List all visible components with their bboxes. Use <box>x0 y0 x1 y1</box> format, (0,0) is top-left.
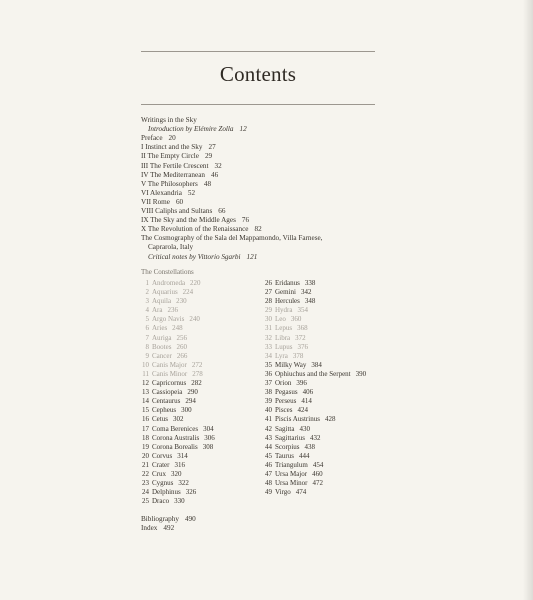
constellation-entry <box>141 324 281 333</box>
backmatter-page: 490 <box>184 515 196 523</box>
constellation-page: 354 <box>297 306 308 315</box>
constellation-name: Lyra <box>275 351 288 360</box>
constellation-name: Andromeda <box>152 279 186 287</box>
constellation-page: 220 <box>190 279 201 287</box>
toc-entry-title: III The Fertile Crescent <box>141 161 209 170</box>
constellation-name: Milky Way <box>275 360 307 369</box>
constellation-entry <box>141 479 281 488</box>
constellation-number: 30 <box>265 315 272 324</box>
constellation-page: 378 <box>292 351 304 360</box>
constellation-entry <box>141 397 281 406</box>
constellation-entry <box>141 288 281 297</box>
toc-entry-page: 76 <box>241 216 250 225</box>
toc-entry-page: 121 <box>246 252 258 261</box>
toc-entry-title: VII Rome <box>141 197 170 206</box>
constellation-page: 282 <box>191 379 202 388</box>
constellation-number: 17 <box>142 424 149 433</box>
constellation-number: 1 <box>145 279 149 287</box>
constellation-number: 38 <box>265 388 272 397</box>
toc-entry-page: 82 <box>254 225 262 234</box>
constellation-entry <box>141 352 281 361</box>
constellation-name: Cygnus <box>152 479 174 488</box>
constellation-entry <box>264 343 404 352</box>
constellation-entry <box>141 488 281 497</box>
constellation-name: Corona Borealis <box>152 442 198 451</box>
constellation-number: 45 <box>265 451 272 460</box>
constellation-name: Coma Berenices <box>152 424 199 433</box>
constellation-number: 41 <box>265 415 272 424</box>
constellation-number: 32 <box>265 333 272 342</box>
constellation-page: 376 <box>297 342 308 351</box>
constellation-number: 16 <box>142 415 149 424</box>
constellation-page: 230 <box>176 297 187 306</box>
constellation-number: 44 <box>265 442 272 451</box>
toc-entry <box>141 116 401 125</box>
constellation-number: 40 <box>265 406 272 415</box>
toc-entry-page: 46 <box>211 170 219 179</box>
constellation-name: Auriga <box>152 333 172 342</box>
constellation-page: 314 <box>177 451 188 460</box>
constellation-entry <box>141 415 281 424</box>
constellation-number: 2 <box>145 288 149 297</box>
constellation-page: 266 <box>176 351 188 360</box>
constellation-name: Cetus <box>152 415 168 424</box>
constellation-name: Ursa Major <box>275 469 308 478</box>
constellation-entry <box>141 306 281 315</box>
constellation-number: 37 <box>265 379 272 388</box>
constellation-page: 304 <box>203 424 214 433</box>
constellation-page: 320 <box>171 469 182 478</box>
constellation-page: 236 <box>167 306 178 315</box>
constellation-entry <box>264 406 404 415</box>
constellation-name: Pegasus <box>275 388 298 397</box>
page-edge-shadow <box>523 0 533 600</box>
constellation-page: 290 <box>187 388 198 397</box>
toc-entry-title: Caprarola, Italy <box>148 243 194 252</box>
constellation-page: 390 <box>355 369 367 378</box>
constellation-name: Ophiuchus and the Serpent <box>275 369 351 378</box>
constellation-page: 260 <box>176 342 187 351</box>
constellation-entry <box>141 434 281 443</box>
constellation-entry <box>264 334 404 343</box>
constellation-entry <box>264 425 404 434</box>
constellation-name: Eridanus <box>275 279 300 287</box>
toc-entry <box>141 216 401 225</box>
constellation-entry <box>264 479 404 488</box>
constellation-entry <box>264 443 404 452</box>
constellation-entry <box>141 497 281 506</box>
constellation-page: 256 <box>176 333 187 342</box>
constellation-entry <box>264 297 404 306</box>
constellation-name: Delphinus <box>152 488 181 497</box>
constellations-heading: The Constellations <box>141 268 194 276</box>
constellation-name: Cancer <box>152 351 172 360</box>
constellation-name: Ursa Minor <box>275 479 308 488</box>
toc-entry <box>141 162 401 171</box>
constellation-number: 36 <box>265 369 272 378</box>
constellation-page: 444 <box>298 451 310 460</box>
constellation-name: Piscis Austrinus <box>275 415 320 424</box>
constellation-number: 5 <box>145 315 149 324</box>
backmatter-title: Index <box>141 524 158 533</box>
constellation-number: 18 <box>142 433 149 442</box>
constellation-name: Taurus <box>275 451 294 460</box>
backmatter-title: Bibliography <box>141 515 179 523</box>
constellation-number: 43 <box>265 433 272 442</box>
constellation-page: 316 <box>174 460 185 469</box>
constellation-number: 4 <box>145 306 149 315</box>
page-title: Contents <box>219 62 297 86</box>
toc-entry <box>141 207 401 216</box>
constellation-name: Libra <box>275 333 291 342</box>
constellation-page: 384 <box>311 360 322 369</box>
toc-entry <box>141 189 401 198</box>
constellation-entry <box>264 379 404 388</box>
toc-entry-title: X The Revolution of the Renaissance <box>141 225 249 234</box>
constellation-name: Cassiopeia <box>152 388 183 397</box>
constellation-page: 322 <box>178 479 189 488</box>
toc-entry <box>148 243 408 252</box>
constellation-name: Virgo <box>275 488 291 497</box>
constellation-number: 10 <box>142 360 149 369</box>
toc-entry-page: 66 <box>218 207 226 215</box>
constellation-number: 31 <box>265 324 272 333</box>
constellation-name: Centaurus <box>152 397 181 406</box>
constellation-number: 21 <box>142 460 149 469</box>
constellation-page: 472 <box>312 479 323 488</box>
constellation-name: Sagittarius <box>275 433 305 442</box>
constellation-number: 14 <box>142 397 149 406</box>
constellation-number: 47 <box>265 469 272 478</box>
constellation-page: 272 <box>191 360 203 369</box>
constellation-number: 48 <box>265 479 272 488</box>
constellation-number: 27 <box>265 288 272 297</box>
constellation-page: 432 <box>309 433 321 442</box>
constellation-number: 29 <box>265 306 272 315</box>
toc-entry-page: 20 <box>168 134 176 143</box>
constellation-page: 240 <box>189 315 200 324</box>
constellation-entry <box>264 352 404 361</box>
toc-entry <box>141 134 401 143</box>
constellation-page: 406 <box>302 388 314 397</box>
constellation-entry <box>141 425 281 434</box>
constellation-entry <box>264 324 404 333</box>
toc-entry-page: 12 <box>239 125 247 134</box>
constellation-number: 19 <box>142 442 149 451</box>
constellation-entry <box>141 297 281 306</box>
constellation-name: Corvus <box>152 451 173 460</box>
constellation-entry <box>264 488 404 497</box>
constellation-name: Bootes <box>152 342 172 351</box>
toc-entry <box>141 225 401 234</box>
constellation-number: 22 <box>142 469 149 478</box>
constellation-page: 360 <box>290 315 302 324</box>
constellations-column-right <box>264 279 404 497</box>
constellation-entry <box>264 306 404 315</box>
constellation-page: 430 <box>299 424 310 433</box>
constellation-entry <box>264 361 404 370</box>
toc-entry-page: 60 <box>175 197 184 206</box>
constellation-entry <box>141 379 281 388</box>
constellation-name: Scorpius <box>275 442 300 451</box>
constellation-entry <box>141 334 281 343</box>
constellation-page: 396 <box>296 379 307 388</box>
constellation-page: 460 <box>312 469 323 478</box>
constellation-name: Corona Australis <box>152 433 200 442</box>
constellation-entry <box>264 461 404 470</box>
constellation-entry <box>141 406 281 415</box>
constellation-name: Hydra <box>275 306 293 315</box>
constellation-page: 308 <box>202 442 214 451</box>
constellation-number: 46 <box>265 460 272 469</box>
constellation-number: 24 <box>142 488 149 497</box>
toc-entry-title: Critical notes by Vittorio Sgarbi <box>148 252 241 261</box>
backmatter-page: 492 <box>163 524 175 533</box>
constellation-entry <box>141 470 281 479</box>
constellation-entry <box>264 397 404 406</box>
constellation-number: 35 <box>265 360 272 369</box>
constellation-page: 424 <box>297 406 308 415</box>
constellation-number: 28 <box>265 297 272 306</box>
constellation-entry <box>141 361 281 370</box>
constellation-number: 34 <box>265 351 272 360</box>
toc-entry-page: 32 <box>214 161 222 170</box>
constellation-number: 26 <box>265 279 272 287</box>
toc-entry-title: V The Philosophers <box>141 179 198 188</box>
constellation-name: Lepus <box>275 324 293 333</box>
toc-entry-page: 52 <box>187 188 196 197</box>
toc-entry-page: 29 <box>204 152 213 161</box>
constellation-page: 302 <box>172 415 184 424</box>
constellation-name: Argo Navis <box>152 315 185 324</box>
constellation-entry <box>141 452 281 461</box>
toc-entry-page: 48 <box>203 179 212 188</box>
toc-entry <box>148 125 408 134</box>
toc-entry-title: IV The Mediterranean <box>141 170 205 179</box>
bottom-rule <box>141 104 375 105</box>
toc-entry-title: VIII Caliphs and Sultans <box>141 207 213 215</box>
backmatter-entry <box>141 515 196 524</box>
toc-entry-page: 27 <box>208 143 216 152</box>
toc-entry-title: II The Empty Circle <box>141 152 199 161</box>
constellation-entry <box>141 315 281 324</box>
constellation-name: Pisces <box>275 406 293 415</box>
constellation-number: 9 <box>145 351 149 360</box>
constellation-number: 12 <box>142 379 149 388</box>
constellation-page: 248 <box>172 324 183 333</box>
constellations-column-left <box>141 279 281 506</box>
constellation-number: 23 <box>142 479 149 488</box>
constellation-page: 368 <box>297 324 308 333</box>
constellation-page: 342 <box>301 288 312 297</box>
constellation-name: Crater <box>152 460 170 469</box>
constellation-entry <box>264 388 404 397</box>
toc-entry-title: VI Alexandria <box>141 188 182 197</box>
constellation-number: 15 <box>142 406 149 415</box>
constellation-name: Cepheus <box>152 406 177 415</box>
constellation-page: 438 <box>304 442 315 451</box>
constellation-name: Perseus <box>275 397 297 406</box>
constellation-name: Aquarius <box>152 288 178 297</box>
constellation-page: 300 <box>181 406 192 415</box>
constellation-entry <box>141 443 281 452</box>
constellation-name: Orion <box>275 379 292 388</box>
constellation-name: Aries <box>152 324 168 333</box>
constellation-number: 8 <box>145 342 149 351</box>
constellation-page: 278 <box>192 369 203 378</box>
constellation-name: Capricornus <box>152 379 187 388</box>
constellation-name: Gemini <box>275 288 296 297</box>
constellation-page: 454 <box>312 460 324 469</box>
constellation-entry <box>264 415 404 424</box>
constellation-page: 474 <box>295 488 307 497</box>
constellation-name: Crux <box>152 469 166 478</box>
toc-entry <box>141 180 401 189</box>
toc-entry-title: The Cosmography of the Sala del Mappamondo, Villa Farnese, <box>141 234 323 243</box>
constellation-name: Leo <box>275 315 286 324</box>
toc-entry <box>148 253 408 262</box>
constellation-entry <box>264 470 404 479</box>
constellation-number: 33 <box>265 342 272 351</box>
toc-entry-title: Writings in the Sky <box>141 116 197 124</box>
constellation-page: 294 <box>185 397 196 406</box>
toc-entry-title: Introduction by Elémire Zolla <box>148 125 234 134</box>
constellation-name: Aquila <box>152 297 172 306</box>
constellation-number: 42 <box>265 424 272 433</box>
constellation-entry <box>141 279 281 288</box>
constellation-page: 338 <box>304 279 316 287</box>
toc-entry <box>141 198 401 207</box>
constellation-page: 224 <box>182 288 194 297</box>
toc-entry <box>141 143 401 152</box>
constellation-number: 3 <box>145 297 149 306</box>
constellation-name: Ara <box>152 306 163 315</box>
backmatter-entry <box>141 524 174 533</box>
toc-entry <box>141 171 401 180</box>
constellation-name: Canis Major <box>152 360 187 369</box>
constellation-number: 11 <box>142 369 149 378</box>
constellation-number: 39 <box>265 397 272 406</box>
constellation-entry <box>264 288 404 297</box>
toc-entry-title: IX The Sky and the Middle Ages <box>141 216 236 225</box>
constellation-page: 326 <box>185 488 197 497</box>
constellation-entry <box>141 343 281 352</box>
constellation-entry <box>264 434 404 443</box>
constellation-page: 372 <box>295 333 306 342</box>
constellation-number: 7 <box>145 333 149 342</box>
constellation-number: 6 <box>145 324 149 333</box>
constellation-number: 20 <box>142 451 149 460</box>
toc-entry <box>141 234 401 243</box>
constellation-name: Draco <box>152 497 170 506</box>
constellation-number: 49 <box>265 488 272 497</box>
toc-entry-title: I Instinct and the Sky <box>141 143 203 152</box>
top-rule <box>141 51 375 52</box>
constellation-page: 306 <box>204 433 215 442</box>
constellation-number: 25 <box>142 497 149 506</box>
constellation-number: 13 <box>142 388 149 397</box>
constellation-page: 330 <box>174 497 185 506</box>
constellation-entry <box>264 452 404 461</box>
constellation-name: Hercules <box>275 297 300 306</box>
constellation-entry <box>141 388 281 397</box>
toc-entry <box>141 152 401 161</box>
toc-entry-title: Preface <box>141 134 163 143</box>
constellation-name: Canis Minor <box>152 369 188 378</box>
constellation-entry <box>141 370 281 379</box>
constellation-name: Triangulum <box>275 460 308 469</box>
constellation-page: 428 <box>324 415 336 424</box>
constellation-entry <box>264 315 404 324</box>
constellation-entry <box>264 370 404 379</box>
constellation-page: 414 <box>301 397 312 406</box>
constellation-name: Lupus <box>275 342 293 351</box>
constellation-name: Sagitta <box>275 424 295 433</box>
constellation-page: 348 <box>304 297 316 306</box>
constellation-entry <box>141 461 281 470</box>
constellation-entry <box>264 279 404 288</box>
